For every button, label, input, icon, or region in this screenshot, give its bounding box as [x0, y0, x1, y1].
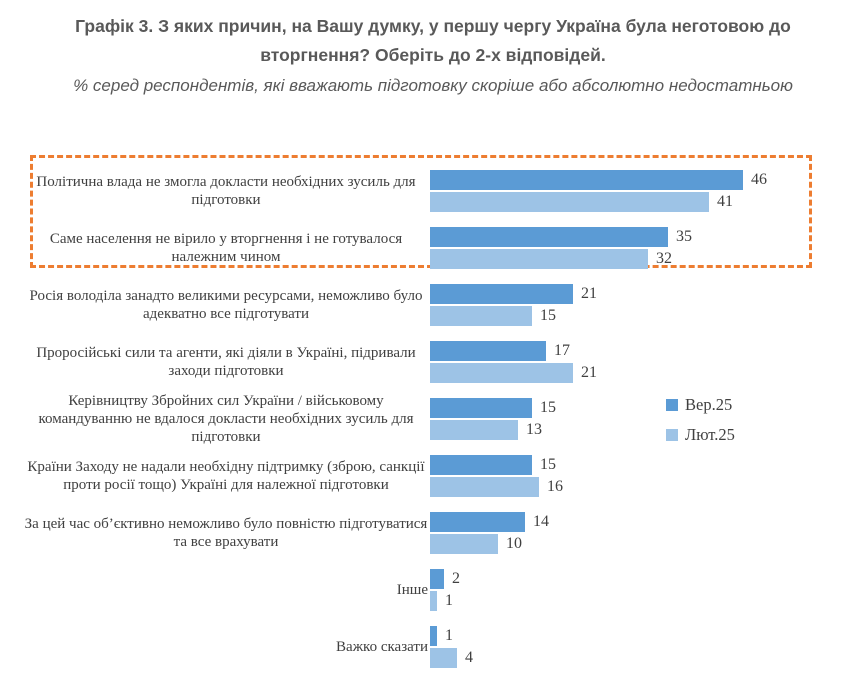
bar-group [430, 170, 767, 212]
bar-ver25 [430, 512, 525, 532]
category-label: За цей час об’єктивно неможливо було повністю підготуватися та все врахувати [24, 516, 428, 550]
value-label: 46 [751, 171, 767, 188]
value-label: 10 [506, 535, 522, 552]
value-label: 14 [533, 513, 549, 530]
chart-subtitle: % серед респондентів, які вважають підготовку скоріше або абсолютно недостатньою [73, 76, 793, 95]
chart-row [24, 170, 866, 212]
value-label: 41 [717, 193, 733, 210]
category-label: Політична влада не змогла докласти необхідних зусиль для підготовки [36, 174, 416, 208]
bar-line [430, 591, 460, 611]
bar-line [430, 477, 563, 497]
bar-group [430, 569, 460, 611]
legend-item [666, 426, 735, 443]
bar-group [430, 284, 597, 326]
chart-row [24, 341, 866, 383]
bar-lyut25 [430, 477, 539, 497]
bar-ver25 [430, 284, 573, 304]
bar-lyut25 [430, 192, 709, 212]
category-label: Інше [396, 582, 428, 598]
bar-group [430, 398, 556, 440]
bar-line [430, 192, 767, 212]
bar-group [430, 341, 597, 383]
value-label: 17 [554, 342, 570, 359]
chart-row [24, 284, 866, 326]
bar-line [430, 648, 473, 668]
value-label: 16 [547, 478, 563, 495]
category-label: Країни Заходу не надали необхідну підтримку (зброю, санкції проти росії тощо) Україні для належної підготовки [27, 459, 425, 493]
category-label: Саме населення не вірило у вторгнення і не готувалося належним чином [49, 231, 403, 265]
legend-item [666, 396, 735, 413]
bar-ver25 [430, 227, 668, 247]
bar-line [430, 398, 556, 418]
bar-group [430, 512, 549, 554]
category-label: Проросійські сили та агенти, які діяли в Україні, підривали заходи підготовки [36, 345, 416, 379]
bar-ver25 [430, 569, 444, 589]
chart-title: Графік 3. З яких причин, на Вашу думку, у першу чергу Україна була неготовою до вторгнення? Оберіть до 2-х відповідей. [75, 16, 791, 65]
bar-chart [0, 170, 866, 683]
bar-line [430, 284, 597, 304]
value-label: 4 [465, 649, 473, 666]
bar-line [430, 455, 563, 475]
value-label: 35 [676, 228, 692, 245]
bar-line [430, 512, 549, 532]
chart-row [24, 626, 866, 668]
bar-ver25 [430, 626, 437, 646]
legend-swatch-ver25 [666, 399, 678, 411]
value-label: 32 [656, 250, 672, 267]
value-label: 15 [540, 456, 556, 473]
value-label: 15 [540, 399, 556, 416]
value-label: 21 [581, 285, 597, 302]
bar-ver25 [430, 341, 546, 361]
bar-line [430, 626, 473, 646]
category-label: Керівництву Збройних сил України / військовому командуванню не вдалося докласти необхідних зусиль для підготовки [38, 393, 414, 445]
chart-legend [666, 396, 735, 456]
category-label: Росія володіла занадто великими ресурсами, неможливо було адекватно все підготувати [29, 288, 423, 322]
bar-lyut25 [430, 591, 437, 611]
value-label: 21 [581, 364, 597, 381]
bar-line [430, 534, 549, 554]
value-label: 2 [452, 570, 460, 587]
bar-group [430, 455, 563, 497]
value-label: 1 [445, 592, 453, 609]
chart-row [24, 569, 866, 611]
chart-row [24, 512, 866, 554]
chart-row [24, 227, 866, 269]
bar-line [430, 306, 597, 326]
bar-line [430, 363, 597, 383]
value-label: 15 [540, 307, 556, 324]
chart-row [24, 455, 866, 497]
bar-line [430, 249, 692, 269]
bar-line [430, 341, 597, 361]
bar-line [430, 420, 556, 440]
legend-label: Лют.25 [685, 424, 735, 444]
bar-ver25 [430, 398, 532, 418]
bar-line [430, 569, 460, 589]
legend-swatch-lyut25 [666, 429, 678, 441]
bar-group [430, 227, 692, 269]
chart-row [24, 393, 866, 445]
bar-lyut25 [430, 648, 457, 668]
bar-lyut25 [430, 249, 648, 269]
bar-line [430, 227, 692, 247]
chart-rows [0, 170, 866, 668]
bar-lyut25 [430, 306, 532, 326]
bar-ver25 [430, 170, 743, 190]
bar-group [430, 626, 473, 668]
bar-lyut25 [430, 534, 498, 554]
bar-ver25 [430, 455, 532, 475]
category-label: Важко сказати [336, 639, 428, 655]
value-label: 13 [526, 421, 542, 438]
bar-lyut25 [430, 420, 518, 440]
value-label: 1 [445, 627, 453, 644]
bar-lyut25 [430, 363, 573, 383]
bar-line [430, 170, 767, 190]
legend-label: Вер.25 [685, 394, 733, 414]
